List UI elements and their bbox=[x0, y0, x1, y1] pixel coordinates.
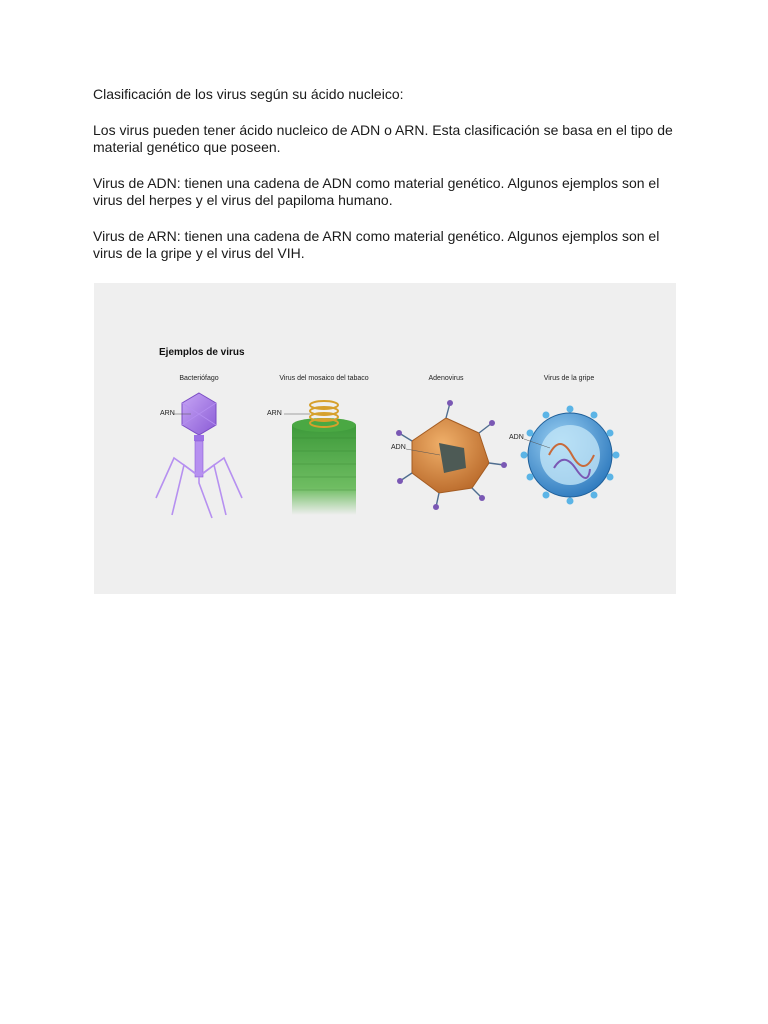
caption-influenza: Virus de la gripe bbox=[543, 375, 595, 382]
influenza-virus-illustration bbox=[521, 406, 620, 505]
label-bacteriophage-rna: ARN bbox=[160, 410, 175, 417]
paragraph-rna: Virus de ARN: tienen una cadena de ARN como material genético. Algunos ejemplos son el virus de la gripe y el virus del VIH. bbox=[93, 227, 660, 261]
virus-examples-figure bbox=[94, 283, 676, 594]
caption-tobacco-mosaic: Virus del mosaico del tabaco bbox=[279, 375, 369, 382]
caption-bacteriophage: Bacteriófago bbox=[179, 375, 219, 382]
label-adenovirus-dna: ADN bbox=[391, 444, 406, 451]
label-tobacco-rna: ARN bbox=[267, 410, 282, 417]
figure-title: Ejemplos de virus bbox=[159, 347, 245, 358]
tobacco-mosaic-virus-illustration bbox=[284, 401, 356, 515]
caption-adenovirus: Adenovirus bbox=[428, 375, 464, 382]
document-text bbox=[93, 86, 683, 281]
label-influenza-dna: ADN bbox=[509, 434, 524, 441]
paragraph-dna: Virus de ADN: tienen una cadena de ADN como material genético. Algunos ejemplos son el virus del herpes y el virus del papiloma humano. bbox=[93, 174, 660, 208]
virus-illustrations bbox=[94, 283, 676, 594]
paragraph-intro: Los virus pueden tener ácido nucleico de ADN o ARN. Esta clasificación se basa en el tipo de material genético que poseen. bbox=[93, 121, 673, 155]
adenovirus-illustration bbox=[396, 400, 507, 510]
heading: Clasificación de los virus según su ácido nucleico: bbox=[93, 86, 404, 102]
